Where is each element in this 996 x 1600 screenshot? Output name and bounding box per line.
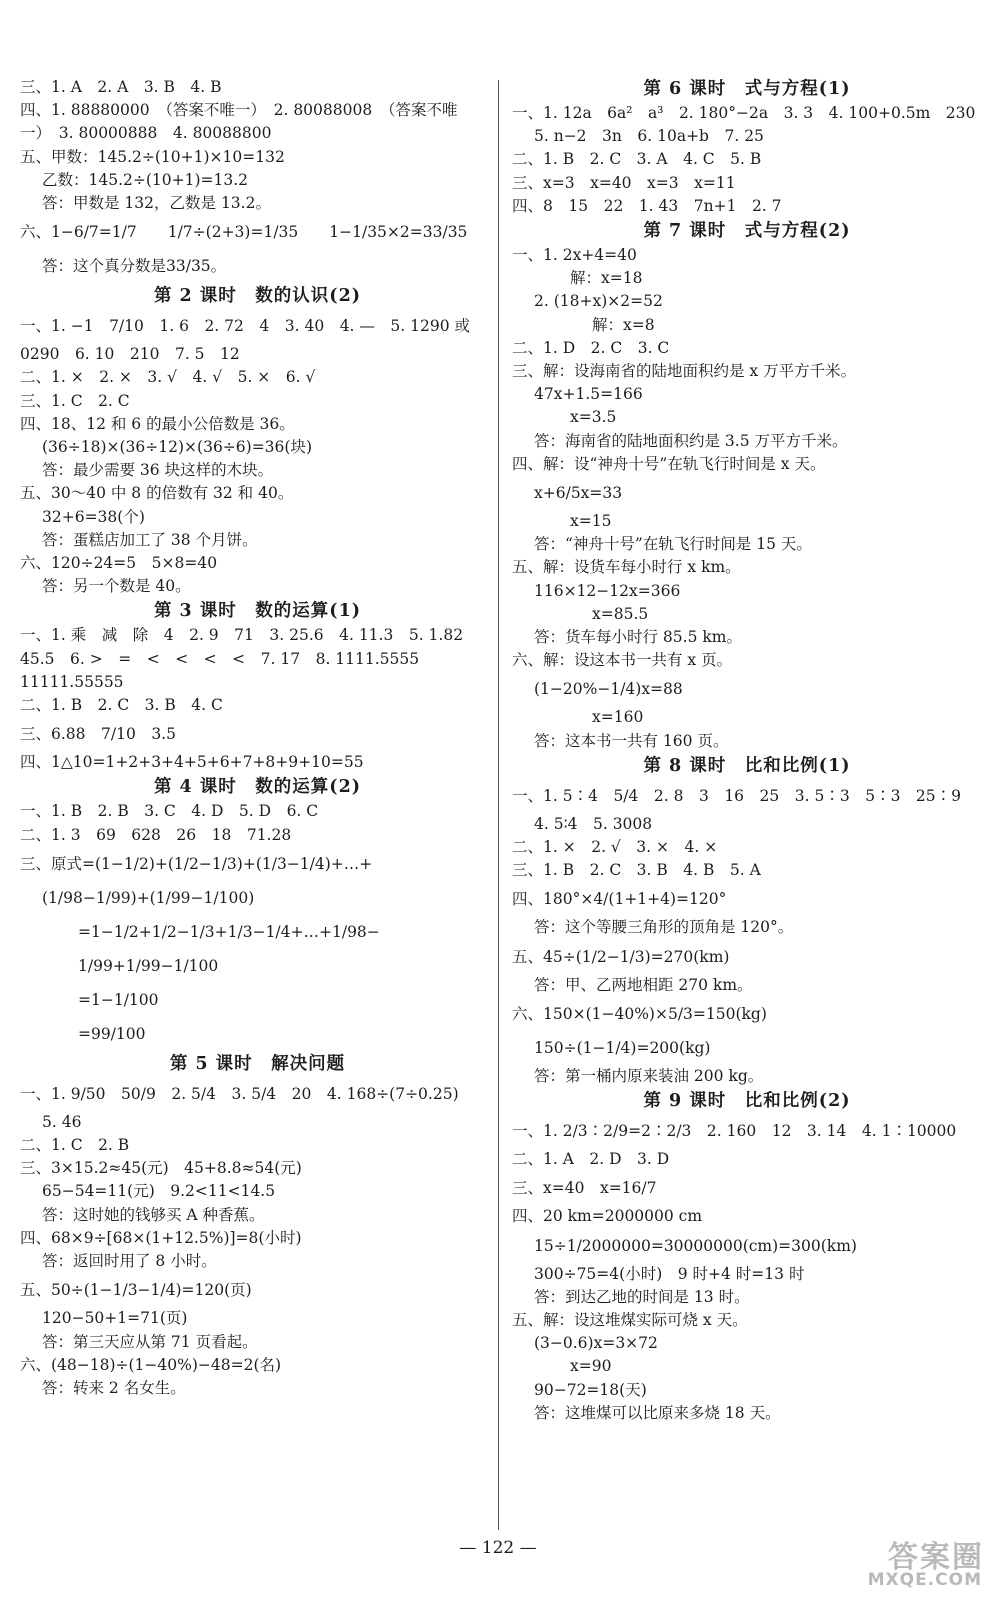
answer-line: 四、1. 88880000 （答案不唯一） 2. 80088008 （答案不唯 (20, 101, 458, 120)
answer-line: 答：最少需要 36 块这样的木块。 (42, 461, 274, 480)
answer-line: 120−50+1=71(页) (42, 1309, 188, 1328)
answer-line: 答：第三天应从第 71 页看起。 (42, 1332, 258, 1351)
answer-line: 五、解：设这堆煤实际可烧 x 天。 (512, 1310, 748, 1329)
answer-line: 116×12−12x=366 (534, 581, 681, 600)
answer-line: 三、3×15.2≈45(元) 45+8.8≈54(元) (20, 1159, 302, 1178)
section-heading: 第 6 课时 式与方程(1) (643, 79, 851, 99)
answer-line: 六、(48−18)÷(1−40%)−48=2(名) (20, 1355, 282, 1374)
answer-line: 解：x=8 (592, 315, 655, 334)
watermark-logo (858, 1532, 988, 1594)
section-heading: 第 2 课时 数的认识(2) (153, 286, 362, 307)
answer-line: 四、18、12 和 6 的最小公倍数是 36。 (20, 414, 295, 433)
page-number: — 122 — (459, 1538, 537, 1558)
answer-line: 答：海南省的陆地面积约是 3.5 万平方千米。 (534, 431, 848, 450)
answer-line: 答：甲数是 132，乙数是 13.2。 (42, 194, 271, 213)
answer-line: 0290 6. 10 210 7. 5 12 (20, 345, 240, 364)
answer-line: 四、1△10=1+2+3+4+5+6+7+8+9+10=55 (20, 753, 364, 772)
answer-line: 二、1. × 2. √ 3. × 4. × (512, 838, 718, 857)
answer-line: 一、1. 5∶4 5/4 2. 8 3 16 25 3. 5∶3 5∶3 25∶9 (512, 786, 962, 805)
answer-line: 二、1. 3 69 628 26 18 71.28 (20, 825, 292, 844)
answer-line: 答：这堆煤可以比原来多烧 18 天。 (534, 1403, 781, 1422)
answer-line: 三、x=3 x=40 x=3 x=11 (512, 173, 736, 192)
answer-line: (1−20%−1/4)x=88 (534, 680, 683, 699)
section-heading: 第 5 课时 解决问题 (169, 1053, 346, 1074)
answer-line: 三、6.88 7/10 3.5 (20, 725, 176, 744)
answer-line: 答：返回时用了 8 小时。 (42, 1252, 217, 1271)
answer-line: 47x+1.5=166 (534, 385, 643, 404)
answer-line: 三、x=40 x=16/7 (512, 1179, 657, 1198)
answer-line: 答：这时她的钱够买 A 种香蕉。 (42, 1205, 265, 1224)
answer-line: 六、1−6/7=1/7 1/7÷(2+3)=1/35 1−1/35×2=33/35 (20, 223, 468, 242)
answer-line: x=160 (592, 708, 644, 727)
section-heading: 第 7 课时 式与方程(2) (643, 221, 851, 242)
answer-line: 四、解：设“神舟十号”在轨飞行时间是 x 天。 (512, 454, 826, 473)
answer-line: x+6/5x=33 (534, 484, 623, 503)
answer-line: 一） 3. 80000888 4. 80088800 (20, 124, 272, 143)
answer-line: (1/98−1/99)+(1/99−1/100) (42, 888, 255, 907)
answer-line: 2. (18+x)×2=52 (534, 292, 663, 311)
answer-line: 150÷(1−1/4)=200(kg) (534, 1038, 711, 1057)
answer-line: 五、50÷(1−1/3−1/4)=120(页) (20, 1281, 252, 1300)
answer-line: 答：这个等腰三角形的顶角是 120°。 (534, 918, 794, 937)
answer-line: 65−54=11(元) 9.2<11<14.5 (42, 1182, 276, 1201)
watermark-text: 答案圈 (888, 1540, 984, 1575)
watermark-url: MXQE.COM (867, 1570, 982, 1590)
left-column (20, 76, 495, 1400)
answer-line: =1−1/2+1/2−1/3+1/3−1/4+…+1/98− (78, 922, 380, 941)
answer-line: 答：第一桶内原来装油 200 kg。 (534, 1066, 764, 1085)
answer-line: 五、45÷(1/2−1/3)=270(km) (512, 947, 730, 966)
answer-line: 二、1. D 2. C 3. C (512, 338, 670, 357)
section-heading: 第 8 课时 比和比例(1) (643, 755, 851, 776)
answer-line: 答：蛋糕店加工了 38 个月饼。 (42, 530, 258, 549)
answer-line: 答：到达乙地的时间是 13 时。 (534, 1287, 750, 1306)
answer-line: 六、120÷24=5 5×8=40 (20, 554, 218, 573)
answer-line: 300÷75=4(小时) 9 时+4 时=13 时 (534, 1264, 805, 1283)
answer-line: 一、1. 12a 6a² a³ 2. 180°−2a 3. 3 4. 100+0.5m 230 (512, 104, 976, 122)
answer-line: 五、解：设货车每小时行 x km。 (512, 558, 741, 577)
answer-line: 1/99+1/99−1/100 (78, 956, 219, 975)
answer-line: x=15 (570, 512, 612, 531)
answer-line: 一、1. B 2. B 3. C 4. D 5. D 6. C (20, 802, 319, 821)
answer-line: =99/100 (78, 1024, 146, 1043)
answer-line: 11111.55555 (20, 672, 124, 691)
answer-line: 5. n−2 3n 6. 10a+b 7. 25 (534, 127, 764, 146)
answer-line: x=90 (570, 1357, 612, 1376)
answer-line: 答：另一个数是 40。 (42, 577, 191, 596)
answer-line: 三、原式=(1−1/2)+(1/2−1/3)+(1/3−1/4)+…+ (20, 854, 373, 873)
section-heading: 第 9 课时 比和比例(2) (643, 1091, 851, 1112)
section-heading: 第 4 课时 数的运算(2) (153, 777, 362, 798)
answer-line: 三、解：设海南省的陆地面积约是 x 万平方千米。 (512, 362, 857, 381)
answer-line: 一、1. 2x+4=40 (512, 246, 637, 265)
answer-line: (3−0.6)x=3×72 (534, 1334, 658, 1353)
answer-line: 三、1. B 2. C 3. B 4. B 5. A (512, 861, 761, 880)
answer-line: 乙数：145.2÷(10+1)=13.2 (42, 170, 249, 189)
answer-line: 三、1. A 2. A 3. B 4. B (20, 78, 222, 96)
answer-line: 15÷1/2000000=30000000(cm)=300(km) (534, 1236, 857, 1255)
answer-line: 5. 46 (42, 1112, 82, 1131)
answer-line: 32+6=38(个) (42, 507, 145, 526)
answer-line: 五、甲数：145.2÷(10+1)×10=132 (20, 147, 285, 166)
answer-line: 45.5 6. > = < < < < 7. 17 8. 1111.5555 (20, 649, 420, 668)
answer-line: 4. 5∶4 5. 3008 (534, 814, 653, 833)
column-divider (498, 80, 499, 1530)
answer-line: 答：这本书一共有 160 页。 (534, 731, 729, 750)
answer-line: 四、20 km=2000000 cm (512, 1207, 703, 1226)
answer-line: 二、1. C 2. B (20, 1136, 130, 1155)
section-heading: 第 3 课时 数的运算(1) (153, 601, 362, 622)
answer-line: 二、1. B 2. C 3. B 4. C (20, 696, 223, 715)
answer-line: 六、150×(1−40%)×5/3=150(kg) (512, 1004, 767, 1023)
answer-line: 答：转来 2 名女生。 (42, 1378, 186, 1397)
answer-line: 四、8 15 22 1. 43 7n+1 2. 7 (512, 196, 782, 215)
answer-line: 三、1. C 2. C (20, 391, 130, 410)
answer-line: 答：“神舟十号”在轨飞行时间是 15 天。 (534, 535, 812, 554)
answer-line: x=85.5 (592, 604, 649, 623)
answer-line: 解：x=18 (570, 269, 643, 288)
answer-line: =1−1/100 (78, 990, 159, 1009)
answer-line: 四、180°×4/(1+1+4)=120° (512, 890, 727, 909)
answer-line: 二、1. × 2. × 3. √ 4. √ 5. × 6. √ (20, 368, 316, 387)
answer-line: 一、1. 9/50 50/9 2. 5/4 3. 5/4 20 4. 168÷(7÷0.25) (20, 1084, 459, 1103)
answer-line: 一、1. 2/3∶2/9=2∶2/3 2. 160 12 3. 14 4. 1∶10000 (512, 1122, 957, 1141)
answer-line: 五、30～40 中 8 的倍数有 32 和 40。 (20, 484, 294, 503)
answer-line: 四、68×9÷[68×(1+12.5%)]=8(小时) (20, 1228, 302, 1247)
answer-line: x=3.5 (570, 408, 617, 427)
answer-line: 二、1. B 2. C 3. A 4. C 5. B (512, 150, 762, 169)
answer-line: 一、1. 乘 减 除 4 2. 9 71 3. 25.6 4. 11.3 5. 1.82 (20, 626, 464, 645)
answer-line: (36÷18)×(36÷12)×(36÷6)=36(块) (42, 438, 313, 457)
answer-line: 答：货车每小时行 85.5 km。 (534, 628, 742, 647)
answer-line: 六、解：设这本书一共有 x 页。 (512, 651, 733, 670)
answer-line: 答：这个真分数是33/35。 (42, 257, 227, 276)
answer-line: 答：甲、乙两地相距 270 km。 (534, 975, 753, 994)
answer-line: 二、1. A 2. D 3. D (512, 1150, 670, 1169)
right-column (512, 76, 982, 1425)
answer-line: 90−72=18(天) (534, 1380, 647, 1399)
answer-line: 一、1. −1 7/10 1. 6 2. 72 4 3. 40 4. — 5. 1290 或 (20, 317, 470, 336)
